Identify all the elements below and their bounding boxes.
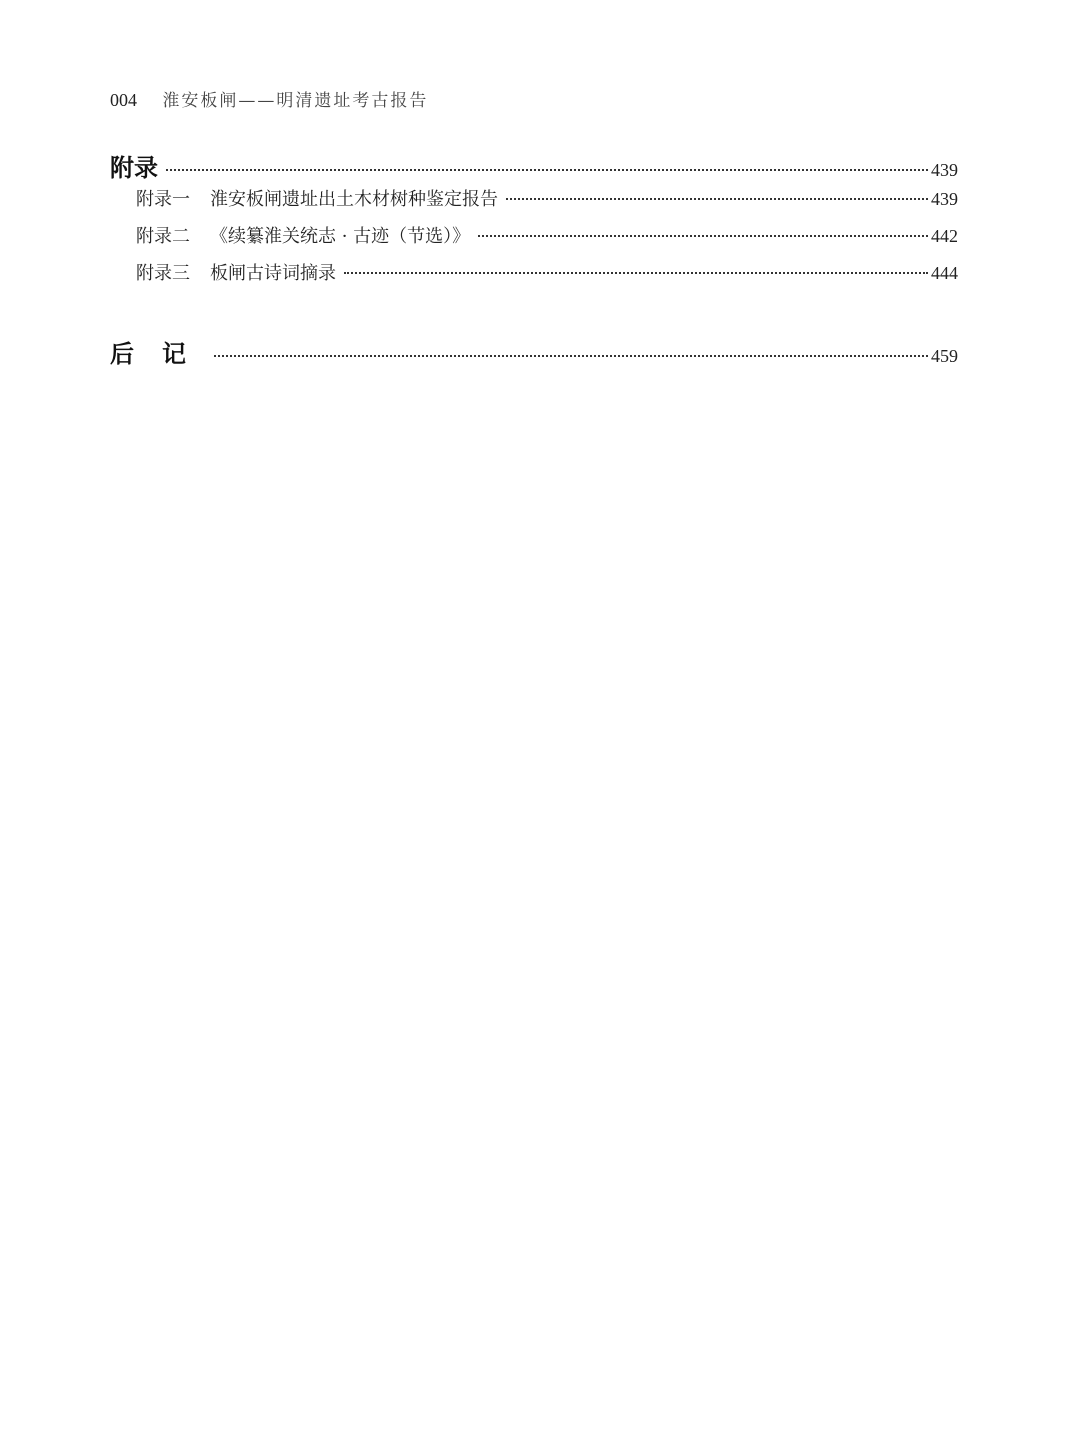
toc-entry-page: 442 — [931, 226, 958, 246]
toc-entry-page: 439 — [931, 189, 958, 209]
toc-entry-prefix: 附录二 — [136, 226, 190, 247]
toc-entry-prefix: 附录三 — [136, 263, 190, 284]
toc-entry-title: 附录 — [110, 153, 158, 182]
toc-entry-title — [136, 222, 470, 248]
toc-entry-page: 459 — [931, 346, 958, 366]
toc-entry-text: 淮安板闸遗址出土木材树种鉴定报告 — [210, 189, 498, 210]
toc-entry-prefix: 附录一 — [136, 189, 190, 210]
toc-entry-page: 444 — [931, 263, 958, 283]
book-title: 淮安板闸——明清遗址考古报告 — [162, 91, 429, 111]
toc-entry-afterword[interactable] — [110, 334, 958, 369]
page-number: 004 — [110, 90, 137, 110]
toc-entry-text: 板闸古诗词摘录 — [210, 263, 336, 284]
toc-entry-page: 439 — [931, 160, 958, 180]
running-header — [110, 86, 428, 111]
dot-leader — [166, 169, 928, 171]
toc-entry-title: 后记 — [110, 339, 214, 368]
toc-entry-appendix-2[interactable] — [136, 222, 958, 248]
toc-entry-appendix[interactable] — [110, 148, 958, 183]
toc-entry-appendix-3[interactable] — [136, 259, 958, 285]
toc-entry-title — [136, 259, 336, 285]
dot-leader — [506, 198, 928, 200]
dot-leader — [214, 355, 928, 357]
toc-entry-appendix-1[interactable] — [136, 185, 958, 211]
dot-leader — [344, 272, 928, 274]
toc-entry-text: 《续纂淮关统志 · 古迹（节选）》 — [210, 226, 471, 247]
dot-leader — [478, 235, 928, 237]
toc-entry-title — [136, 185, 498, 211]
